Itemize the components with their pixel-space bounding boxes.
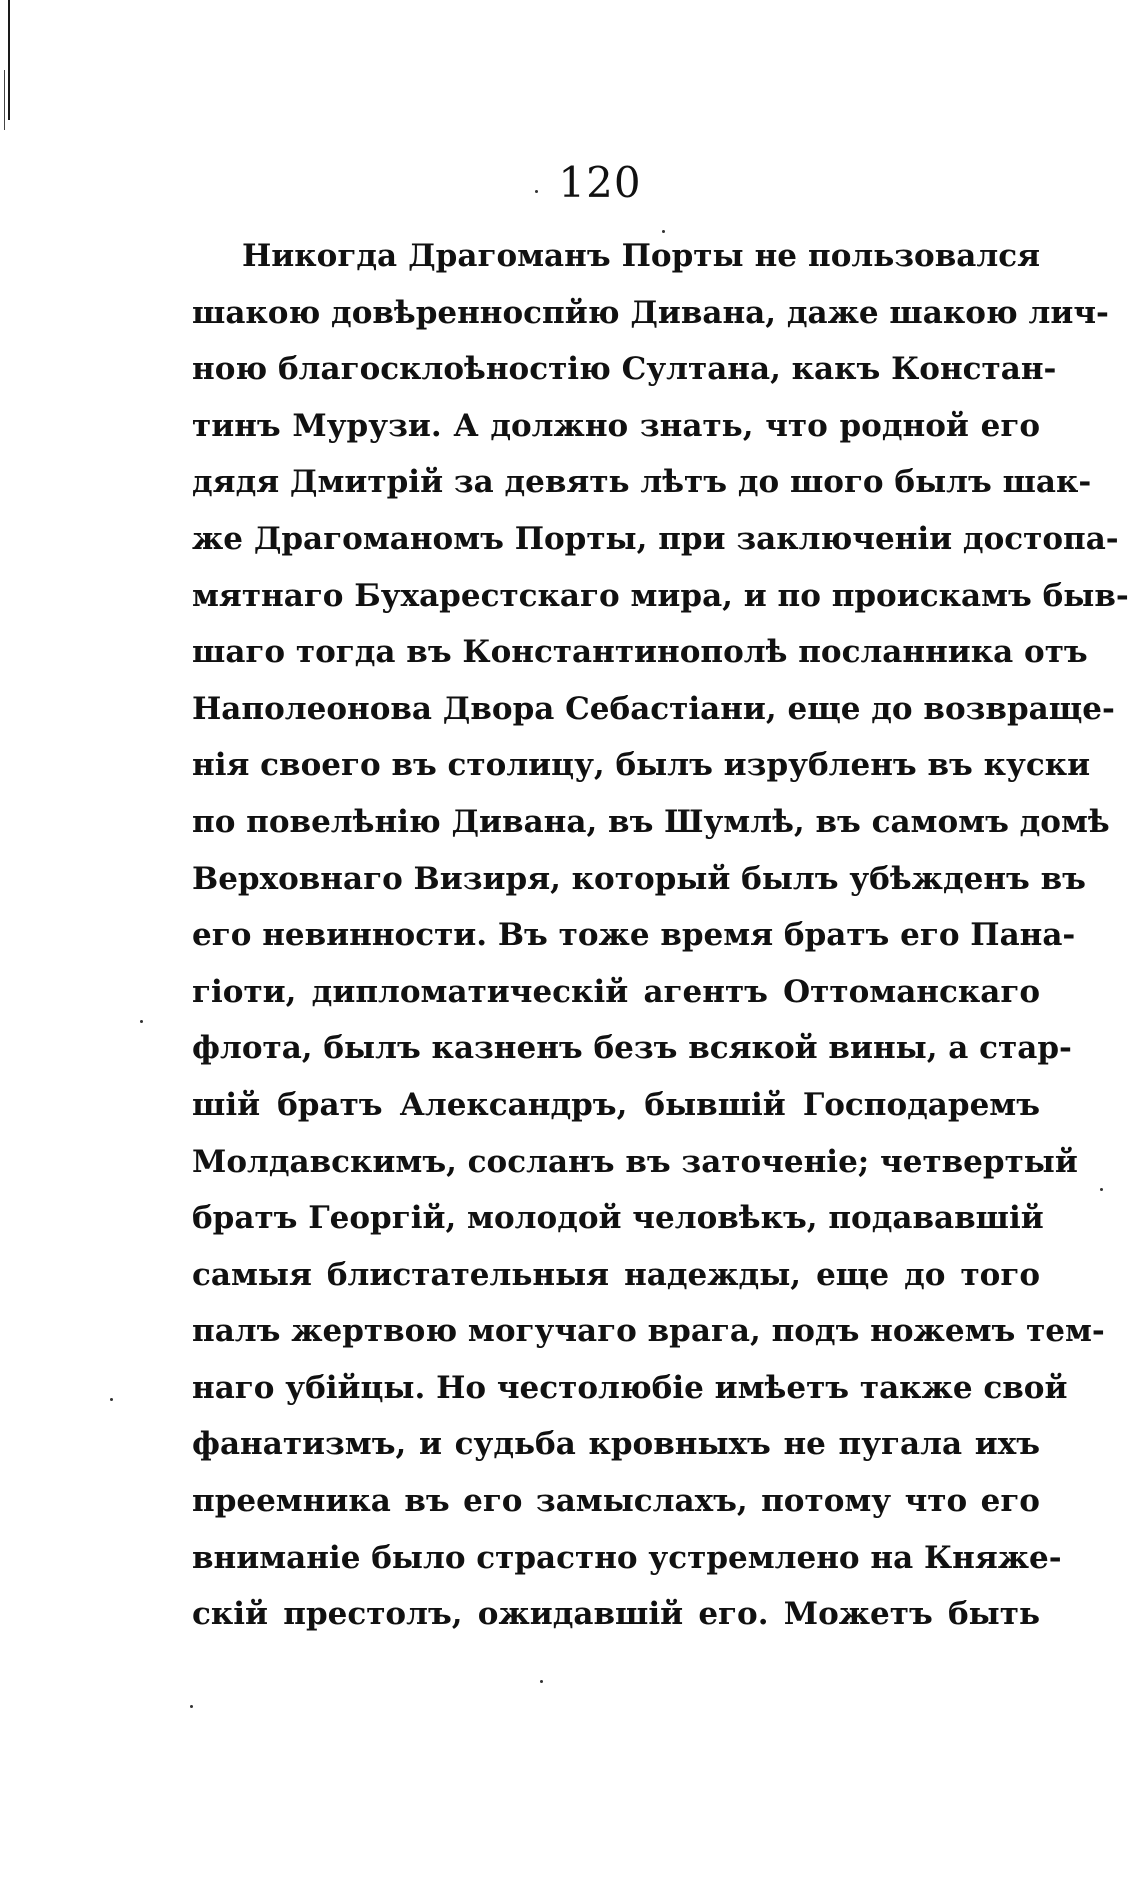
text-line: ною благосклоѣностію Султана, какъ Констан- bbox=[192, 351, 1057, 388]
text-line: по повелѣнію Дивана, въ Шумлѣ, въ самомъ домѣ bbox=[192, 803, 1110, 840]
text-line: скій престолъ, ожидавшій его. Можетъ быть bbox=[192, 1596, 1040, 1633]
page-edge-rule-secondary bbox=[4, 70, 5, 130]
text-line: Никогда Драгоманъ Порты не пользовался bbox=[242, 238, 1040, 274]
text-line: дядя Дмитрій за девять лѣтъ до шого былъ шак- bbox=[192, 464, 1092, 501]
text-line: же Драгоманомъ Порты, при заключеніи достопа- bbox=[192, 520, 1119, 557]
text-line: фанатизмъ, и судьба кровныхъ не пугала ихъ bbox=[192, 1426, 1040, 1463]
page-edge-rule bbox=[8, 0, 10, 120]
text-line: мятнаго Бухарестскаго мира, и по проискамъ быв- bbox=[192, 577, 1129, 614]
text-line: шій братъ Александръ, бывшій Господаремъ bbox=[192, 1086, 1040, 1123]
text-line: гіоти, дипломатическій агентъ Оттоманскаго bbox=[192, 973, 1040, 1010]
text-line: тинъ Мурузи. А должно знать, что родной его bbox=[192, 407, 1040, 444]
text-line: шаго тогда въ Константинополѣ посланника отъ bbox=[192, 634, 1088, 671]
text-line: Наполеонова Двора Себастіани, еще до возвраще- bbox=[192, 690, 1115, 727]
text-line: его невинности. Въ тоже время братъ его Пана- bbox=[192, 917, 1076, 954]
scan-speck bbox=[1100, 1188, 1103, 1191]
text-line: шакою довѣренноспйю Дивана, даже шакою лич- bbox=[192, 294, 1109, 331]
text-line: братъ Георгій, молодой человѣкъ, подававшій bbox=[192, 1200, 1044, 1237]
text-line: Молдавскимъ, сосланъ въ заточеніе; четвертый bbox=[192, 1143, 1078, 1180]
text-line: преемника въ его замыслахъ, потому что его bbox=[192, 1483, 1040, 1520]
scan-speck bbox=[140, 1020, 143, 1023]
text-line: Верховнаго Визиря, который былъ убѣжденъ въ bbox=[192, 860, 1086, 897]
text-line: палъ жертвою могучаго врага, подъ ножемъ тем- bbox=[192, 1313, 1105, 1350]
text-line: наго убійцы. Но честолюбіе имѣетъ также свой bbox=[192, 1369, 1068, 1406]
text-line: флота, былъ казненъ безъ всякой вины, а стар- bbox=[192, 1030, 1072, 1067]
text-line: самыя блистательныя надежды, еще до того bbox=[192, 1256, 1040, 1293]
scan-speck bbox=[190, 1705, 193, 1708]
text-line: вниманіе было страстно устремлено на Княже- bbox=[192, 1539, 1062, 1576]
text-line: нія своего въ столицу, былъ изрубленъ въ куски bbox=[192, 747, 1091, 784]
scan-speck bbox=[662, 230, 665, 233]
scan-speck bbox=[110, 1398, 113, 1401]
scan-speck bbox=[540, 1680, 543, 1683]
page-number: 120 bbox=[558, 158, 642, 207]
body-text bbox=[192, 228, 1129, 1643]
scan-speck bbox=[535, 190, 538, 193]
